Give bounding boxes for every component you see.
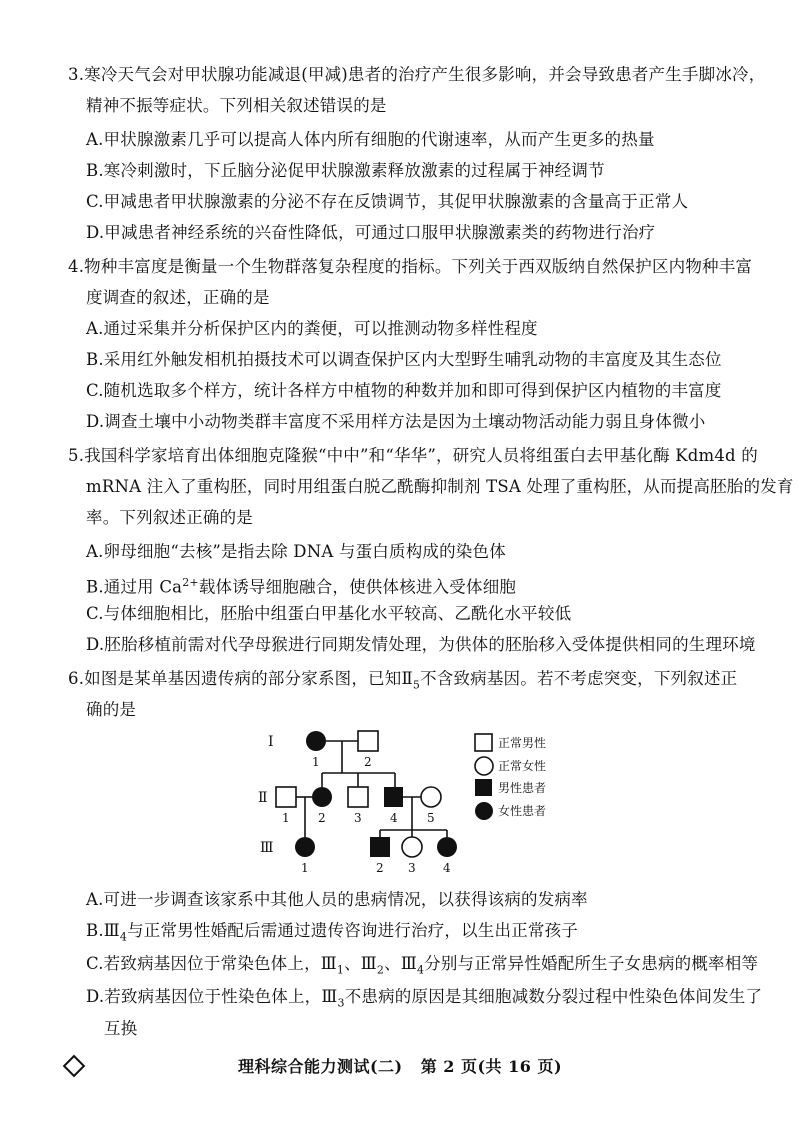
q6-option-c: C.若致病基因位于常染色体上，$Ⅲ_1$、$Ⅲ_2$、$Ⅲ_4$分别与正常异性婚配所生子女患病的概率相等	[86, 954, 759, 977]
legend-affected-female-symbol	[475, 802, 493, 820]
legend-affected-male-label: 男性患者	[498, 781, 547, 795]
q5-option-c: C.与体细胞相比，胚胎中组蛋白甲基化水平较高、乙酰化水平较低	[86, 604, 572, 623]
III-4-affected-female	[437, 837, 457, 857]
q3-option-a: A.甲状腺激素几乎可以提高人体内所有细胞的代谢速率，从而产生更多的热量	[86, 130, 655, 149]
q3-option-c: C.甲减患者甲状腺激素的分泌不存在反馈调节，其促甲状腺激素的含量高于正常人	[86, 192, 689, 211]
III-2-number: 2	[376, 861, 384, 875]
II-2-number: 2	[318, 811, 326, 825]
gen-label-II: Ⅱ	[258, 790, 268, 806]
q5-stem-line2: mRNA 注入了重构胚，同时用组蛋白脱乙酰酶抑制剂 TSA 处理了重构胚，从而提高胚胎的发育	[86, 477, 794, 496]
III-3-number: 3	[408, 861, 416, 875]
II-1-normal-male	[276, 787, 296, 807]
q6-option-d: D.若致病基因位于性染色体上，$Ⅲ_3$不患病的原因是其细胞减数分裂过程中性染色体间发生了	[86, 987, 763, 1010]
q3-option-b: B.寒冷刺激时，下丘脑分泌促甲状腺激素释放激素的过程属于神经调节	[86, 161, 605, 180]
q4-stem-line1: 4.物种丰富度是衡量一个生物群落复杂程度的指标。下列关于西双版纳自然保护区内物种丰富	[68, 257, 753, 276]
q3-stem-line2: 精神不振等症状。下列相关叙述错误的是	[86, 96, 387, 115]
q3-stem-line1: 3.寒冷天气会对甲状腺功能减退(甲减)患者的治疗产生很多影响，并会导致患者产生手脚冰冷，	[68, 65, 766, 84]
III-1-number: 1	[301, 861, 309, 875]
q4-option-d: D.调查土壤中小动物类群丰富度不采用样方法是因为土壤动物活动能力弱且身体微小	[86, 412, 706, 431]
q6-option-a: A.可进一步调查该家系中其他人员的患病情况，以获得该病的发病率	[86, 890, 588, 909]
II-4-number: 4	[390, 811, 398, 825]
q4-option-b: B.采用红外触发相机拍摄技术可以调查保护区内大型野生哺乳动物的丰富度及其生态位	[86, 350, 722, 369]
q4-option-c: C.随机选取多个样方，统计各样方中植物的种数并加和即可得到保护区内植物的丰富度	[86, 381, 722, 400]
legend-normal-female-label: 正常女性	[498, 759, 547, 773]
q5-stem-line3: 率。下列叙述正确的是	[86, 508, 253, 527]
gen-label-III: Ⅲ	[260, 840, 274, 856]
III-1-affected-female	[295, 837, 315, 857]
q6-option-b: $B.Ⅲ_4$与正常男性婚配后需通过遗传咨询进行治疗，以生出正常孩子	[86, 921, 578, 944]
I-1-affected-female	[306, 731, 326, 751]
I-2-normal-male	[358, 731, 378, 751]
q5-option-a: A.卵母细胞“去核”是指去除 DNA 与蛋白质构成的染色体	[86, 542, 506, 561]
q4-stem-line2: 度调查的叙述，正确的是	[86, 288, 270, 307]
footer-title: 理科综合能力测试(二)	[237, 1057, 403, 1076]
legend-normal-female-symbol	[475, 757, 493, 775]
q5-option-b: B.通过用 $Ca^{2+}$载体诱导细胞融合，使供体核进入受体细胞	[86, 576, 517, 597]
q6-stem-line1: 6.如图是某单基因遗传病的部分家系图，已知$Ⅱ_5$不含致病基因。若不考虑突变，下列叙述正	[68, 669, 738, 692]
q6-option-d-line2: 互换	[104, 1019, 138, 1038]
q5-stem-line1: 5.我国科学家培育出体细胞克隆猴“中中”和“华华”，研究人员将组蛋白去甲基化酶 Kdm4d 的	[68, 446, 758, 465]
page-footer	[0, 1054, 800, 1077]
q6-stem-line2: 确的是	[86, 700, 137, 719]
II-5-normal-female	[421, 787, 441, 807]
legend-normal-male-label: 正常男性	[498, 736, 547, 750]
III-2-affected-male	[370, 837, 390, 857]
II-1-number: 1	[282, 811, 290, 825]
gen-label-I: Ⅰ	[268, 734, 274, 750]
I-2-number: 2	[364, 755, 372, 769]
III-3-normal-female	[402, 837, 422, 857]
q3-option-d: D.甲减患者神经系统的兴奋性降低，可通过口服甲状腺激素类的药物进行治疗	[86, 223, 656, 242]
II-5-number: 5	[427, 811, 435, 825]
legend-normal-male-symbol	[475, 734, 492, 751]
q4-option-a: A.通过采集并分析保护区内的粪便，可以推测动物多样性程度	[86, 319, 538, 338]
II-3-normal-male	[348, 787, 368, 807]
III-4-number: 4	[443, 861, 451, 875]
II-2-affected-female	[312, 787, 332, 807]
legend-affected-female-label: 女性患者	[498, 804, 547, 818]
I-1-number: 1	[312, 755, 320, 769]
footer-page-number: 第 2 页(共 16 页)	[420, 1057, 563, 1076]
q5-option-d: D.胚胎移植前需对代孕母猴进行同期发情处理，为供体的胚胎移入受体提供相同的生理环境	[86, 635, 756, 654]
legend-affected-male-symbol	[475, 779, 492, 796]
II-4-affected-male	[384, 787, 403, 807]
II-3-number: 3	[354, 811, 362, 825]
